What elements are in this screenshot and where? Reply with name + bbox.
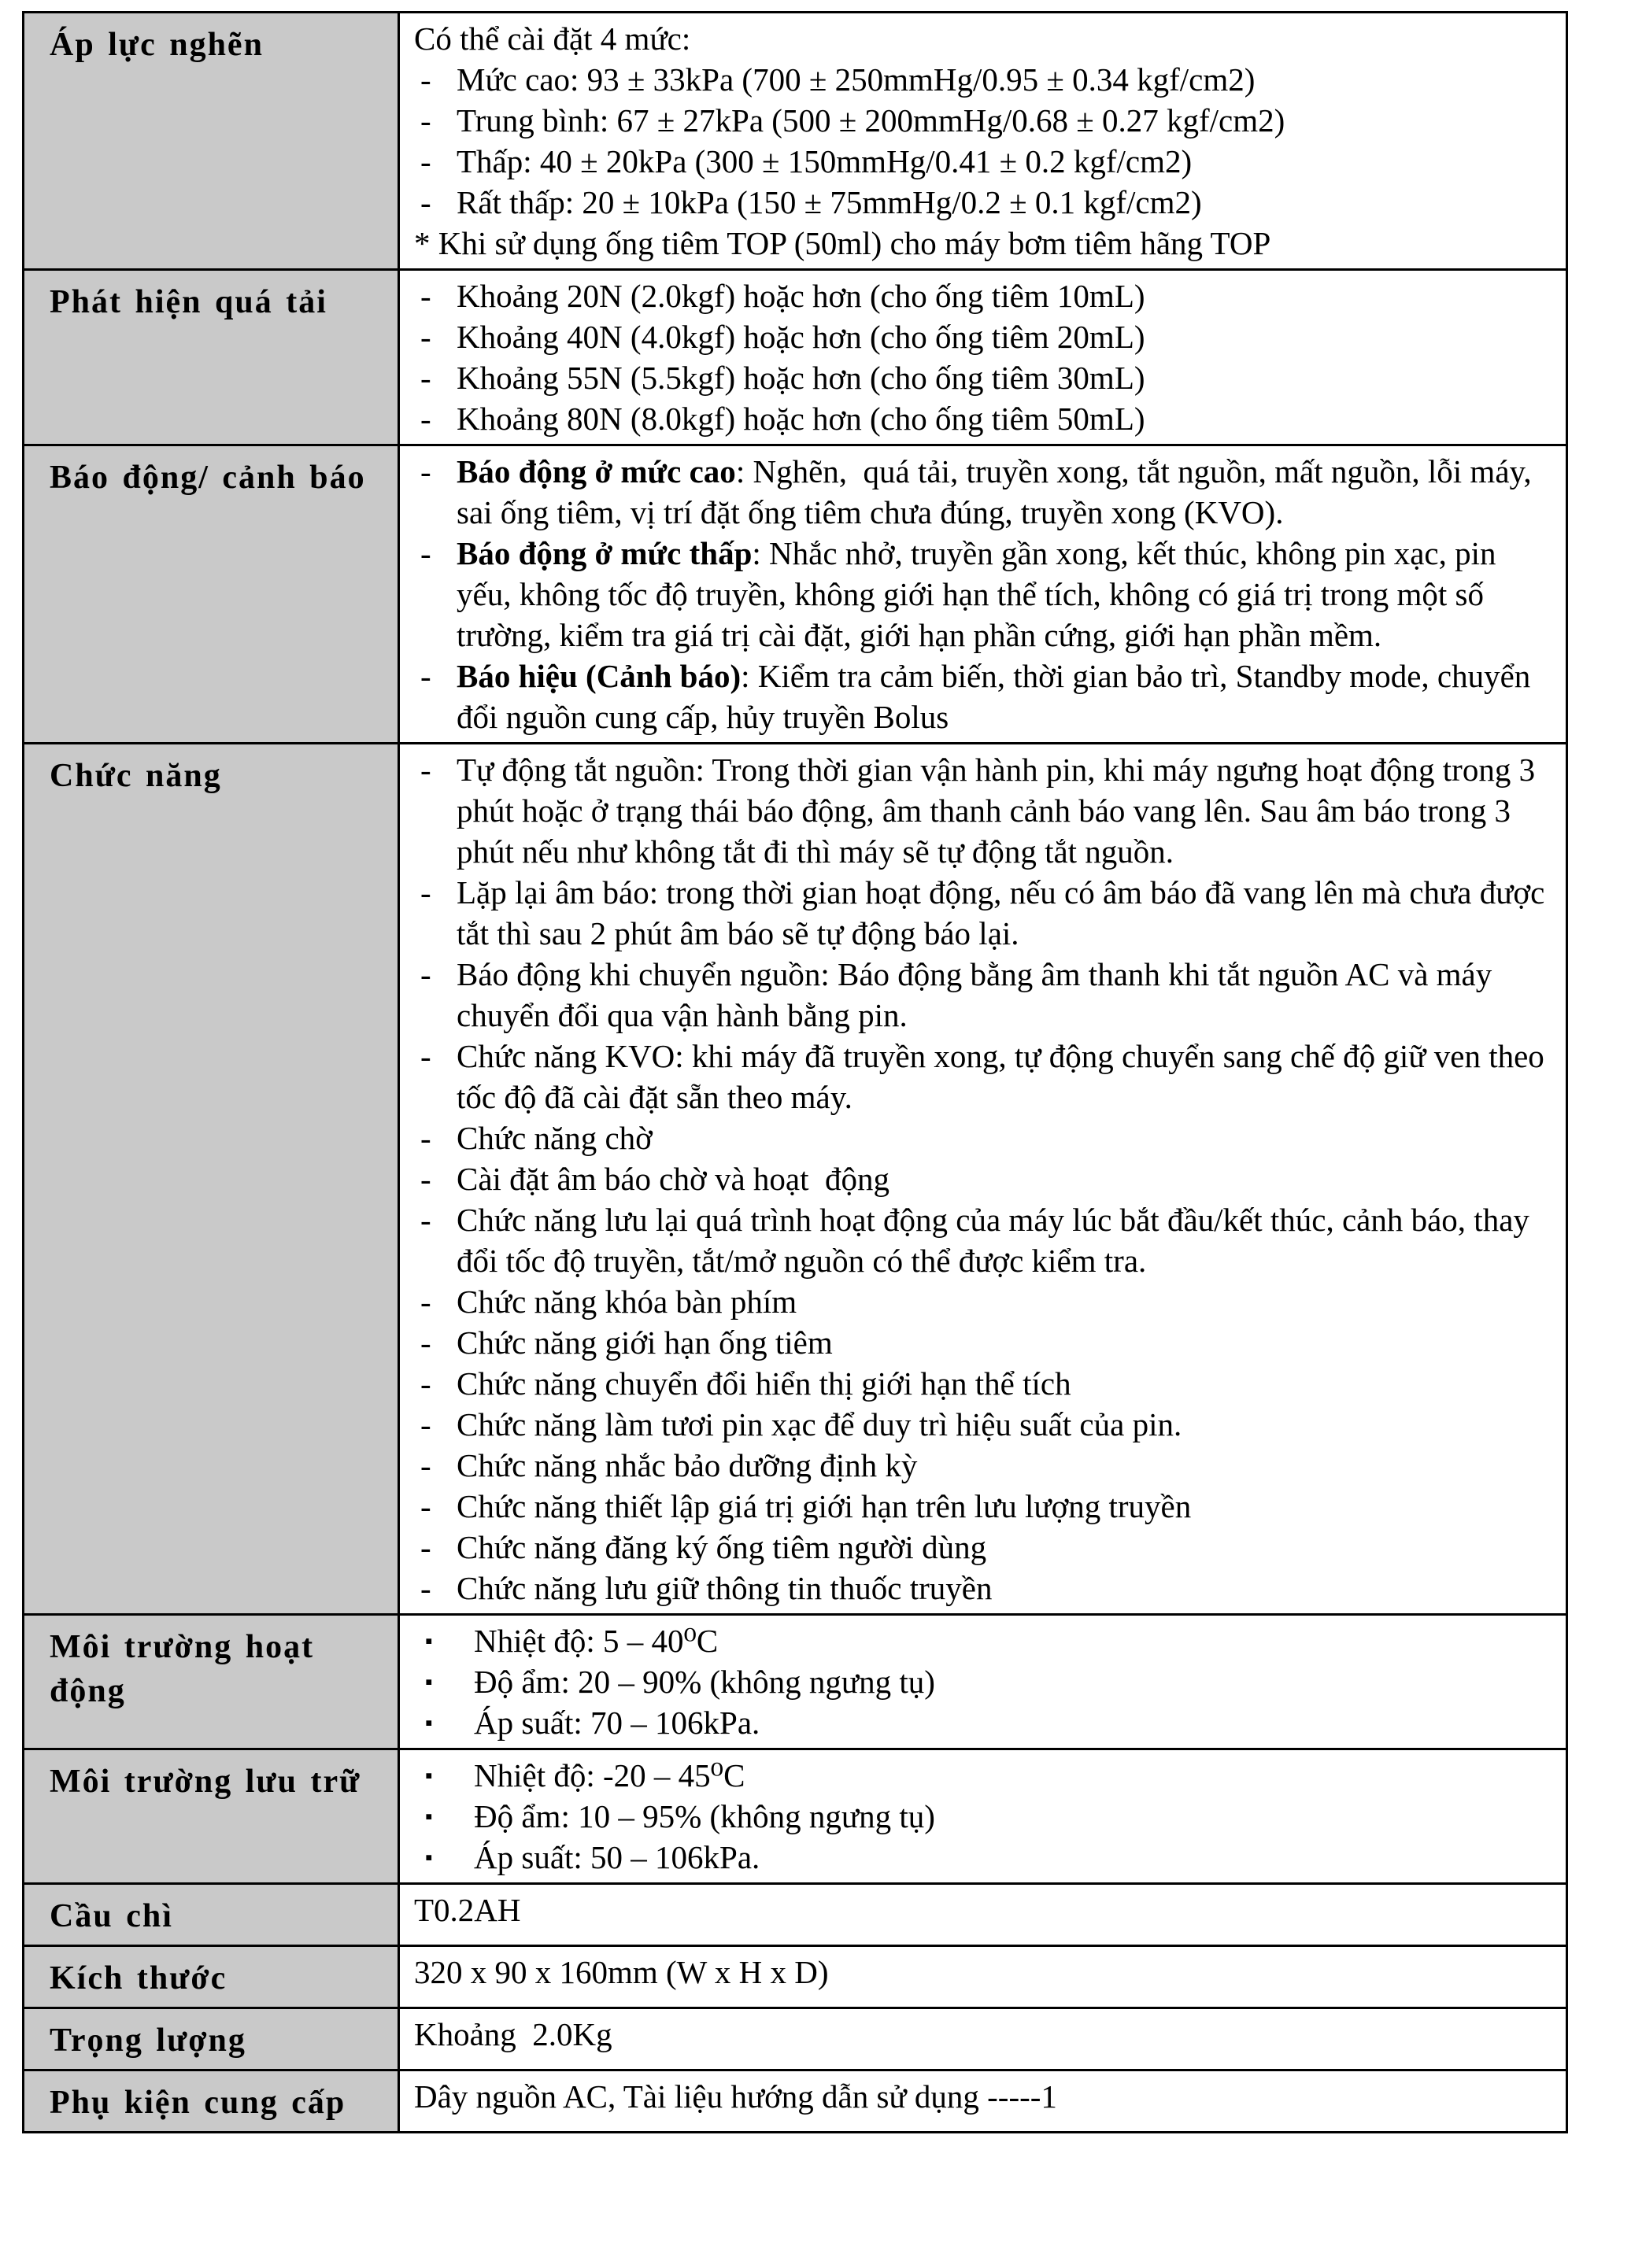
list-item-body: Áp suất: 70 – 106kPa. xyxy=(474,1705,760,1741)
bullet-marker: - xyxy=(420,1161,431,1197)
spec-value-cell xyxy=(400,744,1566,1613)
bullet-marker: ▪ xyxy=(425,1764,433,1787)
list-item xyxy=(414,1363,1547,1404)
list-item-body: Lặp lại âm báo: trong thời gian hoạt động, nếu có âm báo đã vang lên mà chưa được tắt thì sau 2 phút âm báo sẽ tự động báo lại. xyxy=(457,874,1553,951)
list-item-text xyxy=(474,1837,1547,1878)
list-item-text xyxy=(457,749,1547,872)
spec-label-cell xyxy=(24,271,400,444)
list-item-body: Rất thấp: 20 ± 10kPa (150 ± 75mmHg/0.2 ± 0.1 kgf/cm2) xyxy=(457,184,1202,220)
table-row xyxy=(24,1947,1566,2009)
spec-value-cell xyxy=(400,446,1566,742)
bullet-marker: - xyxy=(420,1447,431,1483)
list-item xyxy=(414,316,1547,357)
list-item-body: : Nhắc nhở, truyền gần xong, kết thúc, không pin xạc, pin yếu, không tốc độ truyền, không giới hạn thể tích, không có giá trị trong một số trường, kiểm tra giá trị cài đặt, giới hạn phần cứng, giới hạn phần mềm. xyxy=(457,535,1504,653)
spec-label-text: Trọng lượng xyxy=(50,2022,246,2059)
list-item-body: Chức năng làm tươi pin xạc để duy trì hiệu suất của pin. xyxy=(457,1406,1182,1442)
list-item-text xyxy=(474,1702,1547,1743)
list-item-body: Chức năng lưu giữ thông tin thuốc truyền xyxy=(457,1570,993,1606)
table-row xyxy=(24,1750,1566,1885)
bullet-marker: - xyxy=(420,1488,431,1524)
spec-lead-text: T0.2AH xyxy=(414,1892,521,1928)
spec-label-cell xyxy=(24,1885,400,1945)
table-row xyxy=(24,271,1566,446)
list-item-text xyxy=(457,1036,1553,1117)
list-item-text xyxy=(474,1755,1547,1796)
bullet-marker: - xyxy=(420,658,431,694)
list-item-body: Nhiệt độ: -20 – 45⁰C xyxy=(474,1757,745,1793)
list-item xyxy=(414,1158,1547,1199)
list-item-text xyxy=(457,1199,1547,1281)
list-item-text xyxy=(457,533,1547,656)
spec-label-text: Phát hiện quá tải xyxy=(50,284,327,320)
list-item-body: : Nghẽn, quá tải, truyền xong, tắt nguồn, mất nguồn, lỗi máy, sai ống tiêm, vị trí đặt ống tiêm chưa đúng, truyền xong (KVO). xyxy=(457,453,1540,530)
list-item xyxy=(414,1445,1547,1486)
list-item-body: Chức năng KVO: khi máy đã truyền xong, tự động chuyển sang chế độ giữ ven theo tốc độ đã cài đặt sẵn theo máy. xyxy=(457,1038,1553,1115)
spec-value-cell xyxy=(400,271,1566,444)
list-item-text xyxy=(457,141,1547,182)
list-item-bold-leadin: Báo hiệu (Cảnh báo) xyxy=(457,658,742,694)
bullet-marker: - xyxy=(420,1202,431,1238)
bullet-marker: ▪ xyxy=(425,1670,433,1694)
bullet-marker: - xyxy=(420,1038,431,1074)
spec-label-text: Môi trường hoạt động xyxy=(50,1629,315,1709)
bullet-marker: - xyxy=(420,319,431,355)
spec-value-cell xyxy=(400,1947,1566,2007)
spec-label-cell xyxy=(24,1616,400,1748)
list-item-text xyxy=(474,1620,1547,1661)
bullet-marker: ▪ xyxy=(425,1804,433,1828)
list-item xyxy=(414,1281,1547,1322)
list-item xyxy=(414,182,1547,223)
list-item-body: Chức năng nhắc bảo dưỡng định kỳ xyxy=(457,1447,918,1483)
table-row xyxy=(24,2071,1566,2131)
list-item-text xyxy=(457,872,1553,954)
list-item-body: Khoảng 20N (2.0kgf) hoặc hơn (cho ống tiêm 10mL) xyxy=(457,278,1145,314)
list-item-body: Độ ẩm: 20 – 90% (không ngưng tụ) xyxy=(474,1664,935,1700)
list-item-text xyxy=(457,182,1547,223)
bullet-marker: - xyxy=(420,360,431,396)
footnote-text: * Khi sử dụng ống tiêm TOP (50ml) cho máy bơm tiêm hãng TOP xyxy=(414,225,1271,261)
list-item-body: Cài đặt âm báo chờ và hoạt động xyxy=(457,1161,889,1197)
spec-value-cell xyxy=(400,1885,1566,1945)
list-item-body: Chức năng đăng ký ống tiêm người dùng xyxy=(457,1529,987,1565)
spec-label-cell xyxy=(24,446,400,742)
list-item-text xyxy=(474,1661,1547,1702)
list-item-body: Báo động khi chuyển nguồn: Báo động bằng âm thanh khi tắt nguồn AC và máy chuyển đổi qua vận hành bằng pin. xyxy=(457,956,1500,1033)
list-item-text xyxy=(457,1486,1547,1527)
list-item-body: Độ ẩm: 10 – 95% (không ngưng tụ) xyxy=(474,1798,935,1834)
bullet-marker: - xyxy=(420,1365,431,1402)
list-item xyxy=(414,357,1547,398)
list-item xyxy=(414,1755,1547,1796)
list-item xyxy=(414,100,1547,141)
list-item-text xyxy=(457,1527,1547,1568)
spec-lead-text: Có thể cài đặt 4 mức: xyxy=(414,20,691,57)
list-item-body: Chức năng chuyển đổi hiển thị giới hạn thể tích xyxy=(457,1365,1071,1402)
list-item-text xyxy=(474,1796,1547,1837)
bullet-marker: - xyxy=(420,453,431,489)
list-item-body: Khoảng 40N (4.0kgf) hoặc hơn (cho ống tiêm 20mL) xyxy=(457,319,1145,355)
list-item xyxy=(414,1796,1547,1837)
list-item xyxy=(414,1837,1547,1878)
bullet-marker: ▪ xyxy=(425,1629,433,1653)
list-item xyxy=(414,141,1547,182)
spec-value-cell xyxy=(400,13,1566,268)
list-item-body: : Kiểm tra cảm biến, thời gian bảo trì, Standby mode, chuyển đổi nguồn cung cấp, hủy truyền Bolus xyxy=(457,658,1539,735)
bullet-marker: - xyxy=(420,401,431,437)
list-item xyxy=(414,954,1547,1036)
list-item xyxy=(414,1486,1547,1527)
table-row xyxy=(24,744,1566,1616)
spec-label-cell xyxy=(24,13,400,268)
list-item xyxy=(414,1661,1547,1702)
list-item xyxy=(414,275,1547,316)
spec-label-cell xyxy=(24,2071,400,2131)
list-item-body: Chức năng chờ xyxy=(457,1120,653,1156)
list-item-body: Chức năng thiết lập giá trị giới hạn trên lưu lượng truyền xyxy=(457,1488,1192,1524)
list-item-text xyxy=(457,100,1547,141)
list-item-text xyxy=(457,1322,1547,1363)
bullet-marker: - xyxy=(420,1406,431,1442)
list-item xyxy=(414,1036,1553,1117)
spec-value-cell xyxy=(400,1616,1566,1748)
table-row xyxy=(24,446,1566,744)
list-item-body: Chức năng khóa bàn phím xyxy=(457,1284,797,1320)
spec-label-text: Áp lực nghẽn xyxy=(50,27,264,63)
bullet-marker: - xyxy=(420,61,431,98)
list-item-body: Tự động tắt nguồn: Trong thời gian vận hành pin, khi máy ngưng hoạt động trong 3 phút hoặc ở trạng thái báo động, âm thanh cảnh báo vang lên. Sau âm báo trong 3 phút nếu như không tắt đi thì máy sẽ tự động tắt nguồn. xyxy=(457,752,1544,870)
spec-label-cell xyxy=(24,1947,400,2007)
spec-label-text: Môi trường lưu trữ xyxy=(50,1764,361,1800)
list-item xyxy=(414,1404,1547,1445)
bullet-marker: - xyxy=(420,1529,431,1565)
list-item xyxy=(414,533,1547,656)
bullet-marker: - xyxy=(420,1570,431,1606)
list-item-bold-leadin: Báo động ở mức thấp xyxy=(457,535,753,571)
list-item-body: Khoảng 55N (5.5kgf) hoặc hơn (cho ống tiêm 30mL) xyxy=(457,360,1145,396)
list-item xyxy=(414,451,1547,533)
list-item-body: Khoảng 80N (8.0kgf) hoặc hơn (cho ống tiêm 50mL) xyxy=(457,401,1145,437)
list-item-text xyxy=(457,275,1547,316)
spec-label-text: Báo động/ cảnh báo xyxy=(50,460,366,496)
list-item-text xyxy=(457,398,1547,439)
bullet-marker: - xyxy=(420,1324,431,1361)
list-item-body: Trung bình: 67 ± 27kPa (500 ± 200mmHg/0.68 ± 0.27 kgf/cm2) xyxy=(457,102,1285,139)
list-item-body: Mức cao: 93 ± 33kPa (700 ± 250mmHg/0.95 ± 0.34 kgf/cm2) xyxy=(457,61,1256,98)
list-item-text xyxy=(457,1158,1547,1199)
list-item-body: Chức năng lưu lại quá trình hoạt động của máy lúc bắt đầu/kết thúc, cảnh báo, thay đổi tốc độ truyền, tắt/mở nguồn có thể được kiểm tra. xyxy=(457,1202,1538,1279)
list-item-text xyxy=(457,1445,1547,1486)
bullet-marker: ▪ xyxy=(425,1845,433,1869)
spec-label-text: Chức năng xyxy=(50,758,222,794)
bullet-marker: - xyxy=(420,874,431,911)
spec-lead-text: 320 x 90 x 160mm (W x H x D) xyxy=(414,1954,829,1990)
list-item xyxy=(414,656,1547,737)
bullet-marker: - xyxy=(420,278,431,314)
table-row xyxy=(24,1616,1566,1750)
list-item-text xyxy=(457,1568,1547,1609)
bullet-marker: - xyxy=(420,102,431,139)
list-item-text xyxy=(457,1117,1547,1158)
bullet-marker: - xyxy=(420,956,431,992)
list-item xyxy=(414,872,1553,954)
list-item xyxy=(414,1620,1547,1661)
spec-label-text: Kích thước xyxy=(50,1960,227,1997)
list-item-bold-leadin: Báo động ở mức cao xyxy=(457,453,736,489)
list-item-body: Áp suất: 50 – 106kPa. xyxy=(474,1839,760,1875)
table-row xyxy=(24,1885,1566,1947)
list-item xyxy=(414,1322,1547,1363)
bullet-marker: - xyxy=(420,1120,431,1156)
spec-lead-text: Khoảng 2.0Kg xyxy=(414,2016,612,2052)
list-item-text xyxy=(457,59,1547,100)
list-item xyxy=(414,1568,1547,1609)
spec-label-text: Phụ kiện cung cấp xyxy=(50,2085,346,2121)
list-item-text xyxy=(457,1363,1547,1404)
list-item-body: Chức năng giới hạn ống tiêm xyxy=(457,1324,833,1361)
spec-value-cell xyxy=(400,2071,1566,2131)
bullet-marker: ▪ xyxy=(425,1711,433,1734)
bullet-marker: - xyxy=(420,143,431,179)
spec-label-text: Cầu chì xyxy=(50,1898,173,1934)
list-item xyxy=(414,749,1547,872)
bullet-marker: - xyxy=(420,1284,431,1320)
list-item-text xyxy=(457,316,1547,357)
table-row xyxy=(24,13,1566,271)
list-item-body: Nhiệt độ: 5 – 40⁰C xyxy=(474,1623,719,1659)
list-item-text xyxy=(457,451,1547,533)
bullet-marker: - xyxy=(420,535,431,571)
spec-label-cell xyxy=(24,1750,400,1882)
list-item xyxy=(414,1527,1547,1568)
list-item-text xyxy=(457,954,1547,1036)
spec-label-cell xyxy=(24,2009,400,2069)
spec-table xyxy=(22,11,1568,2133)
list-item xyxy=(414,1199,1547,1281)
spec-value-cell xyxy=(400,2009,1566,2069)
spec-value-cell xyxy=(400,1750,1566,1882)
list-item-text xyxy=(457,656,1547,737)
bullet-marker: - xyxy=(420,752,431,788)
list-item xyxy=(414,1117,1547,1158)
bullet-marker: - xyxy=(420,184,431,220)
spec-label-cell xyxy=(24,744,400,1613)
list-item xyxy=(414,59,1547,100)
list-item-body: Thấp: 40 ± 20kPa (300 ± 150mmHg/0.41 ± 0.2 kgf/cm2) xyxy=(457,143,1193,179)
spec-lead-text: Dây nguồn AC, Tài liệu hướng dẫn sử dụng -----1 xyxy=(414,2078,1057,2115)
table-row xyxy=(24,2009,1566,2071)
list-item-text xyxy=(457,357,1547,398)
list-item xyxy=(414,398,1547,439)
list-item xyxy=(414,1702,1547,1743)
list-item-text xyxy=(457,1281,1547,1322)
list-item-text xyxy=(457,1404,1547,1445)
